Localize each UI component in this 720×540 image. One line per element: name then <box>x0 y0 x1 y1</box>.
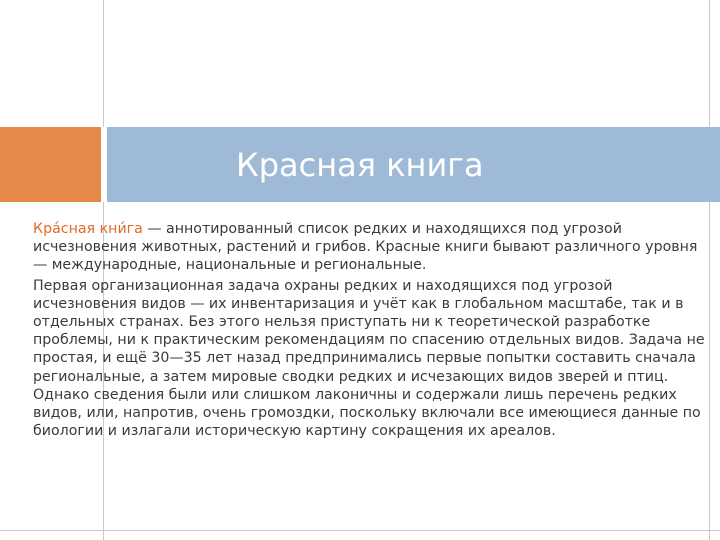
frame-line-top-right <box>709 0 710 127</box>
history-paragraph: Первая организационная задача охраны редких и находящихся под угрозой исчезновения видов — их инвентаризация и учёт как в глобальном масштабе, так и в отдельных странах. Без этого нельзя приступать ни к теоретической разработке проблемы, ни к практическим рекомендациям по спасению отдельных видов. Задача не простая, и ещё 30—35 лет назад предпринимались первые попытки составить сначала региональные, а затем мировые сводки редких и исчезающих видов зверей и птиц. Однако сведения были или слишком лаконичны и содержали лишь перечень редких видов, или, напротив, очень громоздки, поскольку включали все имеющиеся данные по биологии и излагали историческую картину сокращения их ареалов. <box>33 277 705 440</box>
slide-body <box>33 220 713 442</box>
accent-block <box>0 127 101 202</box>
definition-paragraph <box>33 220 713 275</box>
definition-text: — аннотированный список редких и находящихся под угрозой исчезновения животных, растений и грибов. Красные книги бывают различного уровня — международные, национальные и региональные. <box>33 221 698 274</box>
frame-line-top-left <box>103 0 104 127</box>
term-word-red[interactable]: Кра́сная <box>33 221 96 237</box>
term-word-book[interactable]: кни́га <box>99 221 143 237</box>
frame-line-bottom <box>0 530 720 531</box>
slide-title: Красная книга <box>236 146 484 184</box>
